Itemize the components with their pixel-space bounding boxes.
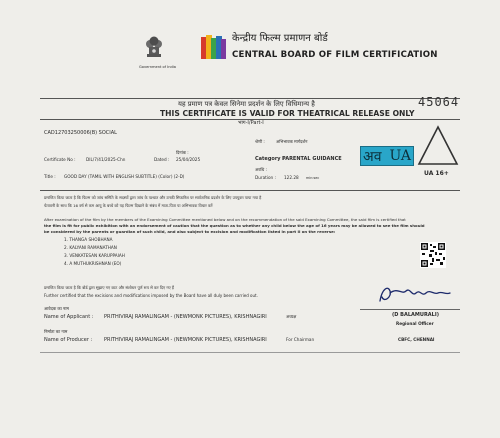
- national-emblem-icon: [143, 32, 165, 62]
- board-name-english: CENTRAL BOARD OF FILM CERTIFICATION: [232, 50, 438, 60]
- signature-line: [360, 309, 460, 310]
- footer-rule: [40, 352, 460, 353]
- date-label: Dated :: [154, 157, 170, 162]
- chairman-label-hindi: अध्यक्ष: [286, 314, 297, 319]
- category-value: PARENTAL GUIDANCE: [282, 156, 342, 162]
- applicant-value: PRITHIVIRAJ RAMALINGAM - (NEWMONK PICTURES), KRISHNAGIRI: [104, 314, 267, 320]
- rating-triangle-icon: [416, 124, 460, 168]
- board-name-hindi: केन्द्रीय फिल्म प्रमाणन बोर्ड: [232, 33, 328, 44]
- qr-code-icon: [420, 242, 446, 268]
- category-label-hindi: श्रेणी :: [255, 139, 265, 144]
- body-paragraph-1: After examination of the film by the members of the Examining Committee mentioned below and on the recommendation of the said Examining Committee, the said film is certified that: [44, 217, 406, 222]
- validity-english: THIS CERTIFICATE IS VALID FOR THEATRICAL RELEASE ONLY: [160, 109, 415, 118]
- producer-label: Name of Producer :: [44, 337, 93, 343]
- validity-hindi: यह प्रमाण पत्र केवल सिनेमा प्रदर्शन के लिए विधिमान्य है: [178, 100, 315, 108]
- age-badge: UA 16+: [424, 170, 449, 177]
- certificate-number-label: Certificate No :: [44, 157, 76, 162]
- reference-code: CAD12703250006(B) SOCIAL: [44, 130, 117, 136]
- category-label: Category :: [255, 156, 285, 162]
- producer-label-hindi: निर्माता का नाम: [44, 329, 68, 334]
- section-rule: [40, 190, 460, 191]
- duration-label-hindi: अवधि :: [255, 167, 267, 172]
- chairman-label: For Chairman: [286, 337, 315, 342]
- duration-value: 122.28: [284, 175, 299, 180]
- officer-title: Regional Officer: [396, 321, 434, 326]
- officer-signature: [372, 281, 454, 307]
- officer-name: (D BALAMURALI): [392, 312, 439, 318]
- member-4: 4. A MUTHUKRISHNAN (EO): [64, 261, 122, 266]
- category-hindi: अभिभावक मार्गदर्शन: [276, 139, 308, 144]
- cbfc-logo-icon: [200, 33, 228, 61]
- member-1: 1. THANGA SHOBHANA: [64, 237, 113, 242]
- rating-box: [360, 146, 414, 166]
- member-3: 3. VENKATESAN KARUPPAIAH: [64, 253, 125, 258]
- member-2: 2. KALYANI RAMANATHAN: [64, 245, 117, 250]
- part-label: भाग-I/Part-I: [238, 120, 264, 126]
- excision-note: Further certified that the excisions and modifications imposed by the Board have all duly been carried out.: [44, 293, 258, 298]
- date-label-hindi: दिनांक :: [176, 150, 189, 155]
- validity-top-rule: [40, 98, 460, 99]
- applicant-label: Name of Applicant :: [44, 314, 94, 320]
- officer-office: CBFC, CHENNAI: [398, 337, 435, 342]
- body-paragraph-2: the film is fit for public exhibition with an endorsement of caution that the question as to whether any child below the age of 16 years may be allowed to see the film should: [44, 223, 425, 228]
- body-hindi-2: चेतावनी के साथ कि 16 वर्ष से कम आयु के बच्चे को यह फिल्म दिखाने के संबंध में माता-पिता या अभिभावक विचार करें: [44, 203, 213, 208]
- serial-number: 45064: [418, 95, 460, 109]
- producer-value: PRITHIVIRAJ RAMALINGAM - (NEWMONK PICTURES), KRISHNAGIRI: [104, 337, 267, 343]
- film-title: GOOD DAY (TAMIL WITH ENGLISH SUBTITLE) (Color) (2-D): [64, 174, 185, 179]
- duration-label: Duration :: [255, 175, 276, 180]
- body-paragraph-3: be considered by the parents or guardian of such child, and also subject to excision and modification listed in part II on the reverse:: [44, 229, 336, 234]
- excision-hindi: प्रमाणित किया जाता है कि बोर्ड द्वारा सुझाए गए काट और संशोधन पूर्ण रूप से कर दिए गए हैं: [44, 285, 174, 290]
- duration-unit: min:sec: [306, 176, 320, 180]
- title-label: Title :: [44, 174, 56, 179]
- rating-hindi: अव: [363, 148, 382, 165]
- applicant-label-hindi: आवेदक का नाम: [44, 306, 69, 311]
- body-hindi-1: प्रमाणित किया जाता है कि फिल्म को जांच समिति के सदस्यों द्वारा जांच के पश्चात और उनकी सिफारिश पर सार्वजनिक प्रदर्शन के लिए उपयुक्त पाया गया है: [44, 195, 262, 200]
- emblem-caption: Government of India: [139, 65, 176, 69]
- certificate-number-value: DIL/7/41/2025-Chn: [86, 157, 126, 162]
- date-value: 25/04/2025: [176, 157, 201, 162]
- rating-english: UA: [389, 148, 411, 164]
